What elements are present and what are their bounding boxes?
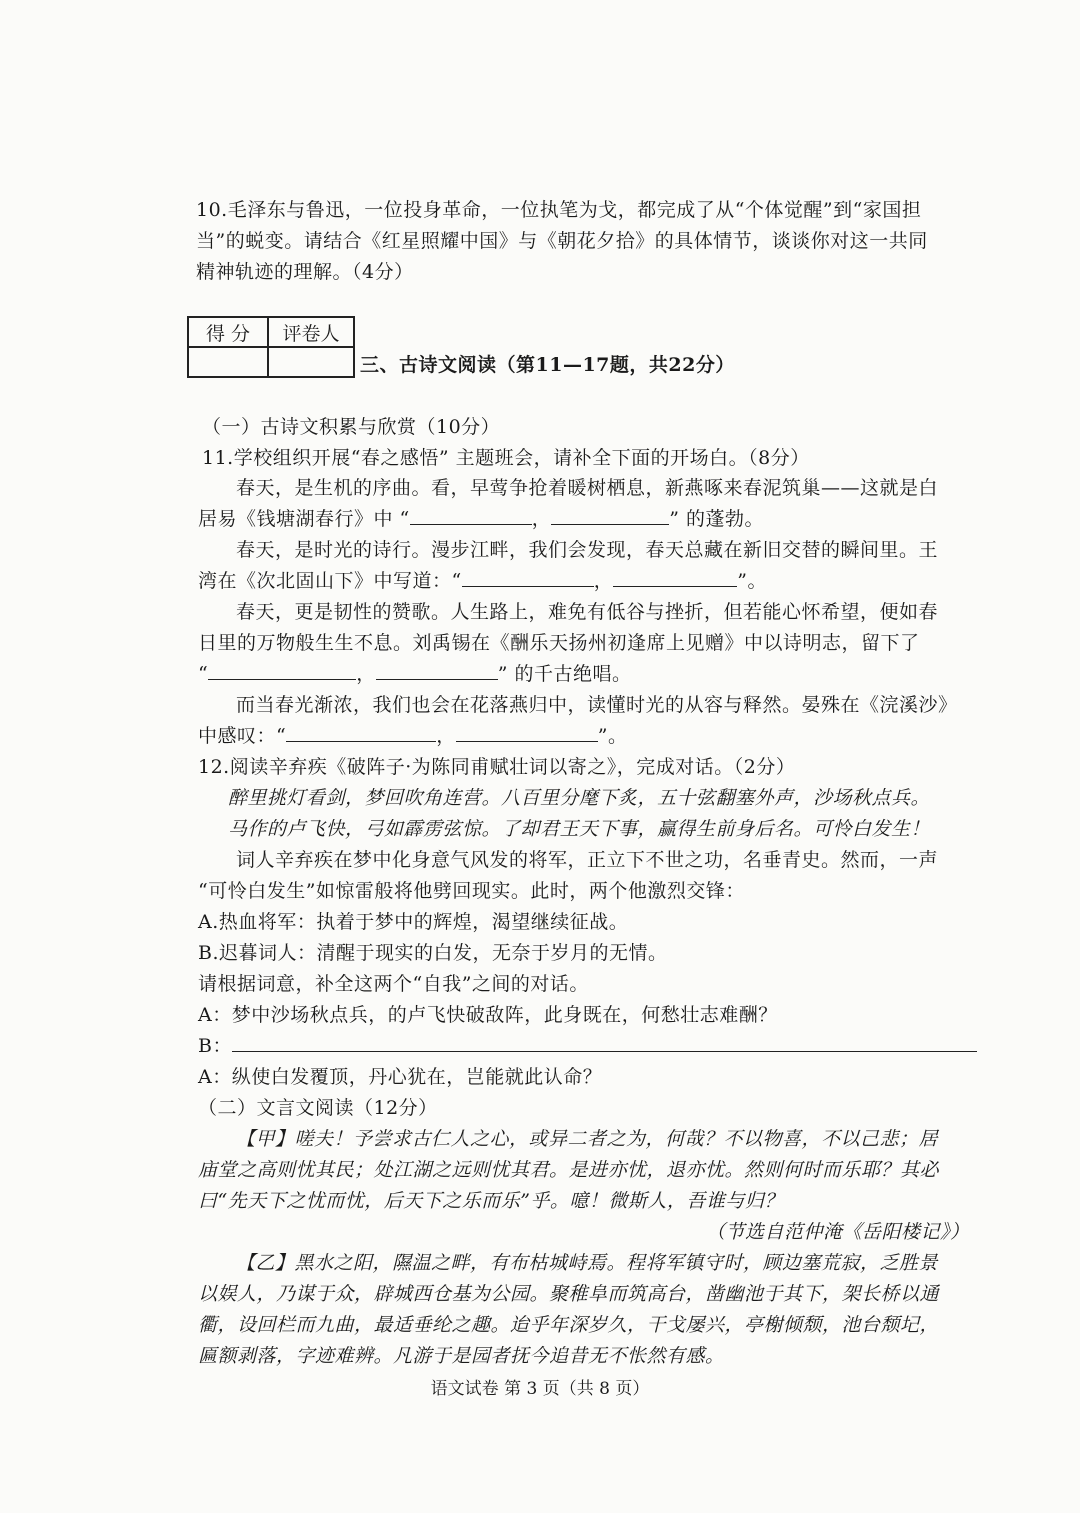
q11-blank2-post: ”。 — [737, 570, 767, 592]
q12-instruction: 请根据词意，补全这两个“自我”之间的对话。 — [198, 973, 589, 995]
poem-line-2: 马作的卢飞快，弓如霹雳弦惊。了却君王天下事，赢得生前身后名。可怜白发生！ — [228, 818, 931, 840]
q11-para-3c — [198, 659, 632, 689]
q11-blank3-sep: ， — [356, 663, 376, 685]
dialog-b-answer-line[interactable] — [232, 1031, 977, 1052]
q11-blank4-pre: 中感叹：“ — [198, 725, 287, 747]
q10-line-3: 精神轨迹的理解。（4分） — [196, 261, 414, 283]
q12-para-2: “可怜白发生”如惊雷般将他劈回现实。此时，两个他激烈交锋： — [198, 880, 745, 902]
yi-line-4: 匾额剥落，字迹难辨。凡游于是园者抚今追昔无不怅然有感。 — [198, 1345, 725, 1367]
jia-line-1: 【甲】嗟夫！予尝求古仁人之心，或异二者之为，何哉？不以物喜，不以己悲；居 — [236, 1128, 939, 1150]
q11-blank3-post: ” 的千古绝唱。 — [497, 663, 632, 685]
grader-cell[interactable] — [268, 347, 354, 377]
dialog-b — [198, 1031, 977, 1061]
q11-blank1-post: ” 的蓬勃。 — [669, 508, 765, 530]
q11-blank3-pre: “ — [198, 663, 209, 685]
answer-blank[interactable] — [208, 659, 356, 680]
q12-para-1: 词人辛弃疾在梦中化身意气风发的将军，正立下不世之功，名垂青史。然而，一声 — [236, 849, 939, 871]
q11-blank1-sep: ， — [531, 508, 552, 530]
jia-line-3: 曰“先天下之忧而忧，后天下之乐而乐”乎。噫！微斯人，吾谁与归？ — [198, 1190, 784, 1212]
q11-blank4-post: ”。 — [597, 725, 628, 747]
dialog-b-label: B： — [198, 1035, 232, 1057]
q12-stem: 12.阅读辛弃疾《破阵子·为陈同甫赋壮词以寄之》，完成对话。（2分） — [198, 756, 796, 778]
jia-line-2: 庙堂之高则忧其民；处江湖之远则忧其君。是进亦忧，退亦忧。然则何时而乐耶？其必 — [198, 1159, 940, 1181]
yi-line-1: 【乙】黑水之阳，隰温之畔，有布枯城峙焉。程将军镇守时，顾边塞荒寂，乏胜景 — [236, 1252, 939, 1274]
q12-option-a: A.热血将军：执着于梦中的辉煌，渴望继续征战。 — [198, 911, 629, 933]
score-table — [187, 316, 355, 378]
part-1-title: （一）古诗文积累与欣赏（10分） — [202, 416, 501, 438]
q11-para-2a: 春天，是时光的诗行。漫步江畔，我们会发现，春天总藏在新旧交替的瞬间里。王 — [236, 539, 939, 561]
q11-stem: 11.学校组织开展“春之感悟” 主题班会，请补全下面的开场白。（8分） — [202, 447, 810, 469]
q11-para-4a: 而当春光渐浓，我们也会在花落燕归中，读懂时光的从容与释然。晏殊在《浣溪沙》 — [236, 694, 958, 716]
q10-line-1: 10.毛泽东与鲁迅，一位投身革命，一位执笔为戈，都完成了从“个体觉醒”到“家国担 — [196, 199, 922, 221]
answer-blank[interactable] — [410, 504, 532, 525]
q11-para-1b — [198, 504, 764, 534]
section-3-title: 三、古诗文阅读（第11—17题，共22分） — [360, 354, 735, 376]
answer-blank[interactable] — [286, 721, 436, 742]
score-cell[interactable] — [188, 347, 268, 377]
grader-header: 评卷人 — [268, 317, 354, 347]
yi-line-3: 衢，设回栏而九曲，最适垂纶之趣。迨乎年深岁久，干戈屡兴，亭榭倾颓，池台颓圮， — [198, 1314, 940, 1336]
q10-line-2: 当”的蜕变。请结合《红星照耀中国》与《朝花夕拾》的具体情节，谈谈你对这一共同 — [196, 230, 928, 252]
answer-blank[interactable] — [551, 504, 669, 525]
score-header: 得 分 — [188, 317, 268, 347]
answer-blank[interactable] — [462, 566, 594, 587]
page-footer: 语文试卷 第 3 页（共 8 页） — [430, 1379, 650, 1399]
q11-blank2-sep: ， — [593, 570, 614, 592]
dialog-a-2: A：纵使白发覆顶，丹心犹在，岂能就此认命？ — [198, 1066, 603, 1088]
q11-blank2-pre: 湾在《次北固山下》中写道：“ — [198, 570, 462, 592]
answer-blank[interactable] — [376, 659, 498, 680]
q11-blank4-sep: ， — [436, 725, 456, 747]
poem-line-1: 醉里挑灯看剑，梦回吹角连营。八百里分麾下炙，五十弦翻塞外声，沙场秋点兵。 — [228, 787, 931, 809]
q11-para-1a: 春天，是生机的序曲。看，早莺争抢着暖树栖息，新燕啄来春泥筑巢——这就是白 — [236, 477, 939, 499]
part-2-title: （二）文言文阅读（12分） — [198, 1097, 438, 1119]
q11-para-4b — [198, 721, 627, 751]
yi-line-2: 以娱人，乃谋于众，辟城西仓基为公园。聚稚阜而筑高台，凿幽池于其下，架长桥以通 — [198, 1283, 940, 1305]
q11-para-3b: 日里的万物般生生不息。刘禹锡在《酬乐天扬州初逢席上见赠》中以诗明志，留下了 — [198, 632, 920, 654]
answer-blank[interactable] — [456, 721, 598, 742]
q11-para-3a: 春天，更是韧性的赞歌。人生路上，难免有低谷与挫折，但若能心怀希望，便如春 — [236, 601, 939, 623]
q11-blank1-pre: 居易《钱塘湖春行》中 “ — [198, 508, 410, 530]
q11-para-2b — [198, 566, 767, 596]
jia-source: （节选自范仲淹《岳阳楼记》） — [706, 1221, 970, 1243]
q12-option-b: B.迟暮词人：清醒于现实的白发，无奈于岁月的无情。 — [198, 942, 668, 964]
dialog-a-1: A：梦中沙场秋点兵，的卢飞快破敌阵，此身既在，何愁壮志难酬？ — [198, 1004, 778, 1026]
answer-blank[interactable] — [613, 566, 737, 587]
